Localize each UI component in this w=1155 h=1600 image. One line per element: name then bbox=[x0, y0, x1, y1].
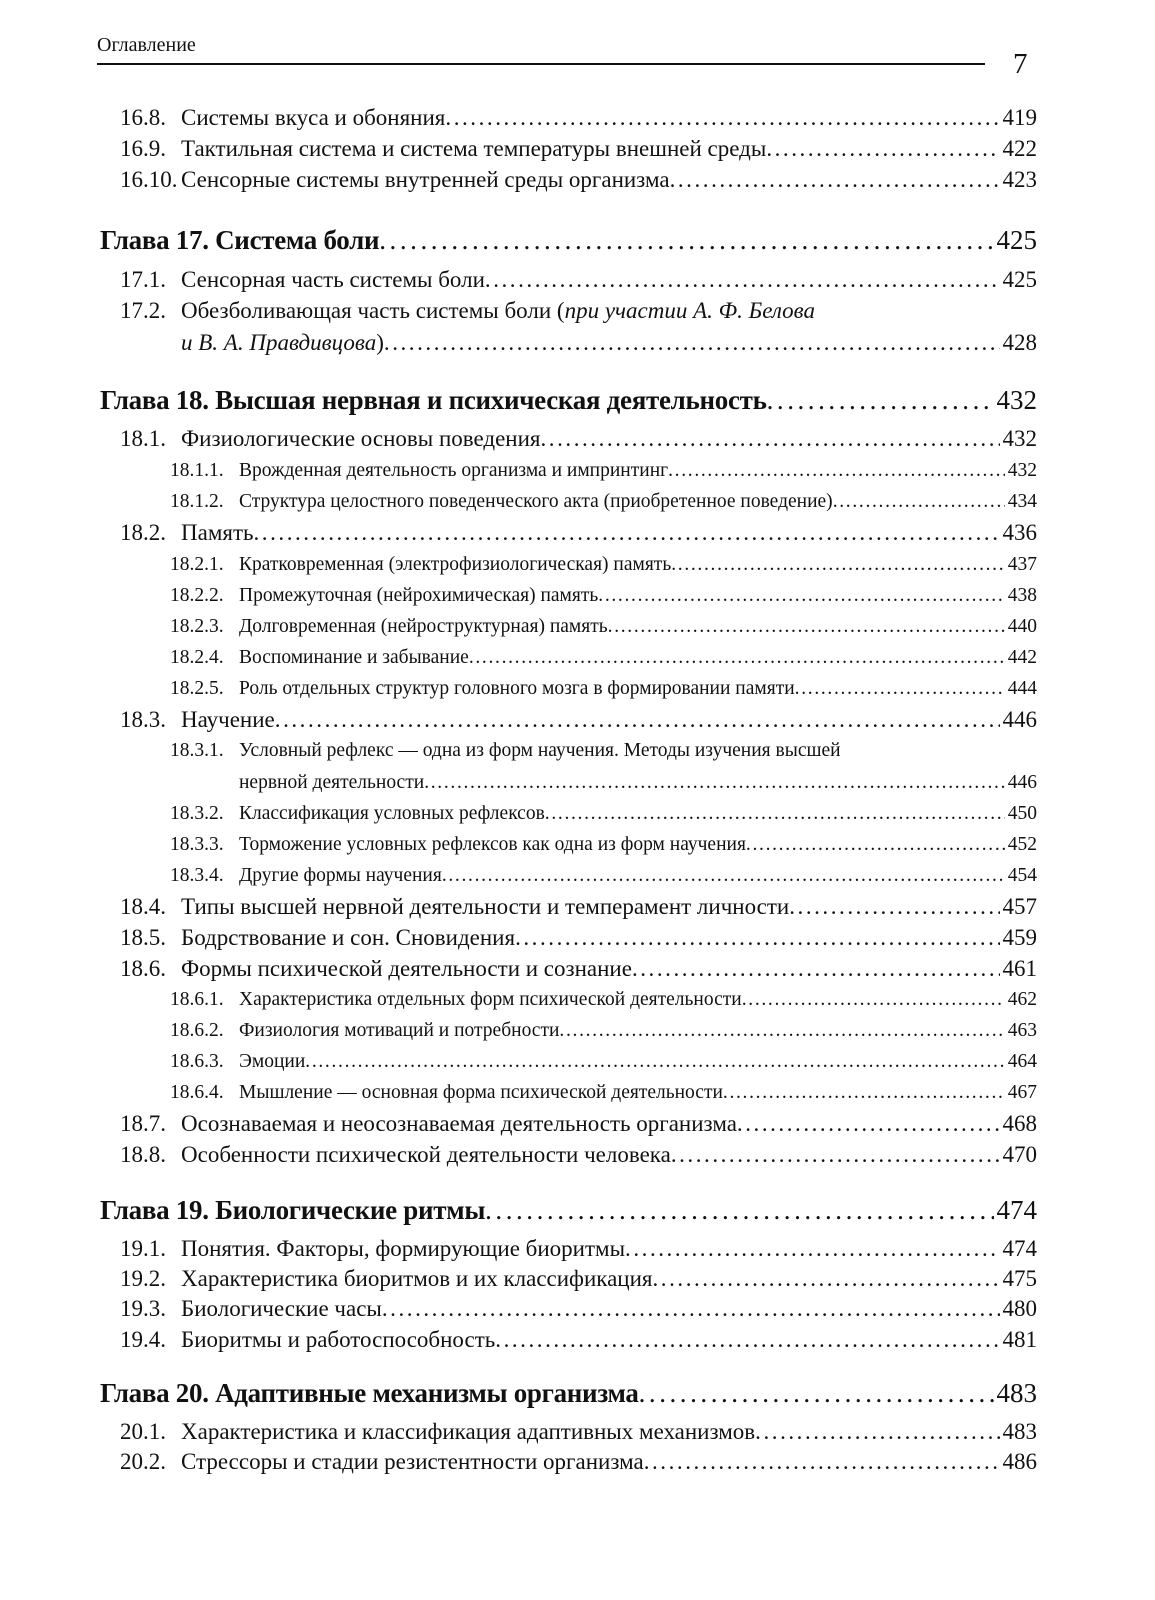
toc-entry-17-2-line1[interactable] bbox=[120, 298, 815, 324]
dot-leader bbox=[755, 1419, 999, 1445]
toc-entry-title: Сенсорные системы внутренней среды организма bbox=[181, 167, 670, 192]
toc-entry-title: Понятия. Факторы, формирующие биоритмы bbox=[181, 1236, 626, 1261]
dot-leader bbox=[275, 707, 1000, 733]
dot-leader bbox=[305, 1051, 1004, 1073]
toc-entry-19-2[interactable] bbox=[120, 1266, 1037, 1292]
toc-entry-number: 18.6.2. bbox=[170, 1020, 224, 1041]
toc-entry-number: 18.6.1. bbox=[170, 989, 224, 1010]
toc-entry-title: Характеристика и классификация адаптивных механизмов bbox=[181, 1419, 756, 1444]
toc-entry-18-1-2[interactable] bbox=[170, 491, 1037, 513]
dot-leader bbox=[384, 330, 1000, 356]
toc-entry-number: 20.2. bbox=[120, 1449, 166, 1474]
toc-entry-title: Биологические часы bbox=[181, 1296, 382, 1321]
toc-entry-title: Формы психической деятельности и сознание bbox=[181, 956, 632, 981]
toc-chapter-page: 432 bbox=[996, 385, 1037, 415]
toc-entry-number: 19.4. bbox=[120, 1327, 166, 1352]
toc-entry-page: 432 bbox=[1007, 460, 1037, 481]
toc-chapter-page: 483 bbox=[996, 1378, 1037, 1408]
toc-entry-page: 464 bbox=[1007, 1051, 1037, 1072]
dot-leader bbox=[644, 1449, 1000, 1475]
dot-leader bbox=[541, 426, 1000, 452]
toc-entry-title: Торможение условных рефлексов как одна из форм научения bbox=[239, 834, 746, 855]
toc-entry-18-1[interactable] bbox=[120, 426, 1037, 452]
toc-entry-number: 18.1. bbox=[120, 426, 166, 451]
toc-entry-18-3-4[interactable] bbox=[170, 865, 1037, 887]
toc-entry-number: 18.8. bbox=[120, 1142, 166, 1167]
dot-leader bbox=[671, 554, 1005, 576]
toc-entry-number: 19.3. bbox=[120, 1296, 166, 1321]
toc-entry-18-8[interactable] bbox=[120, 1142, 1037, 1168]
toc-entry-page: 437 bbox=[1007, 554, 1037, 575]
toc-entry-page: 454 bbox=[1007, 865, 1037, 886]
toc-entry-page: 425 bbox=[1002, 267, 1037, 292]
toc-entry-title-close: ) bbox=[376, 330, 384, 355]
toc-entry-page: 462 bbox=[1007, 989, 1037, 1010]
toc-entry-18-6-4[interactable] bbox=[170, 1082, 1037, 1104]
toc-entry-title: Структура целостного поведенческого акта (приобретенное поведение) bbox=[239, 491, 833, 512]
toc-entry-title: Сенсорная часть системы боли bbox=[181, 267, 485, 292]
toc-entry-number: 18.3.2. bbox=[170, 803, 224, 824]
toc-entry-page: 459 bbox=[1002, 925, 1037, 950]
toc-chapter-title: Глава 20. Адаптивные механизмы организма bbox=[100, 1378, 639, 1408]
toc-entry-18-7[interactable] bbox=[120, 1111, 1037, 1137]
dot-leader bbox=[379, 225, 993, 256]
toc-entry-title: Память bbox=[181, 520, 254, 545]
toc-entry-title: Физиологические основы поведения bbox=[181, 426, 541, 451]
toc-entry-18-6-3[interactable] bbox=[170, 1051, 1037, 1073]
toc-entry-title: Особенности психической деятельности человека bbox=[181, 1142, 671, 1167]
toc-entry-page: 422 bbox=[1002, 136, 1037, 161]
dot-leader bbox=[254, 520, 1000, 546]
toc-entry-16-8[interactable] bbox=[120, 105, 1037, 131]
toc-entry-title: Биоритмы и работоспособность bbox=[181, 1327, 496, 1352]
dot-leader bbox=[723, 1082, 1005, 1104]
dot-leader bbox=[598, 585, 1004, 607]
toc-entry-20-2[interactable] bbox=[120, 1449, 1037, 1475]
header-title: Оглавление bbox=[97, 34, 196, 56]
dot-leader bbox=[424, 772, 1005, 794]
toc-entry-number: 18.2.5. bbox=[170, 678, 224, 699]
dot-leader bbox=[515, 925, 999, 951]
toc-entry-18-2-2[interactable] bbox=[170, 585, 1037, 607]
toc-entry-title: Роль отдельных структур головного мозга в формировании памяти bbox=[239, 678, 795, 699]
toc-entry-title: Врожденная деятельность организма и импринтинг bbox=[239, 460, 669, 481]
toc-entry-page: 423 bbox=[1002, 167, 1037, 192]
toc-chapter-19[interactable] bbox=[100, 1195, 1037, 1226]
dot-leader bbox=[469, 647, 1005, 669]
toc-entry-number: 16.8. bbox=[120, 105, 166, 130]
toc-entry-number: 18.7. bbox=[120, 1111, 166, 1136]
toc-entry-page: 463 bbox=[1007, 1020, 1037, 1041]
toc-entry-number: 18.3. bbox=[120, 707, 166, 732]
toc-entry-page: 481 bbox=[1002, 1327, 1037, 1352]
toc-entry-18-6[interactable] bbox=[120, 956, 1037, 982]
toc-entry-title: Характеристика биоритмов и их классификация bbox=[181, 1266, 653, 1291]
toc-entry-page: 432 bbox=[1002, 426, 1037, 451]
dot-leader bbox=[670, 167, 1000, 193]
dot-leader bbox=[545, 803, 1005, 825]
toc-entry-page: 434 bbox=[1007, 491, 1037, 512]
toc-entry-page: 470 bbox=[1002, 1142, 1037, 1167]
dot-leader bbox=[742, 989, 1005, 1011]
toc-entry-page: 452 bbox=[1007, 834, 1037, 855]
toc-entry-18-4[interactable] bbox=[120, 894, 1037, 920]
toc-chapter-page: 474 bbox=[996, 1195, 1037, 1225]
toc-entry-page: 446 bbox=[1002, 707, 1037, 732]
toc-chapter-title: Глава 18. Высшая нервная и психическая деятельность bbox=[100, 385, 767, 415]
header-rule bbox=[97, 63, 985, 65]
dot-leader bbox=[639, 1378, 994, 1409]
toc-entry-18-2[interactable] bbox=[120, 520, 1037, 546]
toc-entry-title: Стрессоры и стадии резистентности организма bbox=[181, 1449, 644, 1474]
toc-entry-18-3-1-line2[interactable] bbox=[239, 772, 1037, 794]
dot-leader bbox=[795, 678, 1005, 700]
toc-entry-19-3[interactable] bbox=[120, 1296, 1037, 1322]
toc-entry-title: Другие формы научения bbox=[239, 865, 442, 886]
toc-entry-18-1-1[interactable] bbox=[170, 460, 1037, 482]
toc-entry-page: 450 bbox=[1007, 803, 1037, 824]
toc-entry-number: 17.1. bbox=[120, 267, 166, 292]
toc-entry-17-1[interactable] bbox=[120, 267, 1037, 293]
dot-leader bbox=[746, 834, 1005, 856]
toc-entry-18-6-1[interactable] bbox=[170, 989, 1037, 1011]
toc-entry-number: 18.3.4. bbox=[170, 865, 224, 886]
toc-entry-page: 438 bbox=[1007, 585, 1037, 606]
toc-entry-18-6-2[interactable] bbox=[170, 1020, 1037, 1042]
dot-leader bbox=[608, 616, 1005, 638]
toc-chapter-17[interactable] bbox=[100, 225, 1037, 256]
toc-entry-number: 19.1. bbox=[120, 1236, 166, 1261]
toc-entry-title: Обезболивающая часть системы боли ( bbox=[181, 298, 565, 323]
dot-leader bbox=[625, 1236, 999, 1262]
toc-entry-number: 17.2. bbox=[120, 298, 166, 323]
toc-entry-number: 18.2.1. bbox=[170, 554, 224, 575]
toc-entry-title: Типы высшей нервной деятельности и темперамент личности bbox=[181, 894, 790, 919]
dot-leader bbox=[833, 491, 1005, 513]
toc-entry-page: 428 bbox=[1002, 330, 1037, 355]
toc-entry-page: 480 bbox=[1002, 1296, 1037, 1321]
toc-entry-18-3-2[interactable] bbox=[170, 803, 1037, 825]
toc-entry-number: 18.6.3. bbox=[170, 1051, 224, 1072]
toc-entry-18-2-1[interactable] bbox=[170, 554, 1037, 576]
toc-entry-18-2-3[interactable] bbox=[170, 616, 1037, 638]
toc-entry-18-2-5[interactable] bbox=[170, 678, 1037, 700]
toc-entry-title: Долговременная (нейроструктурная) память bbox=[239, 616, 608, 637]
toc-entry-title: Воспоминание и забывание bbox=[239, 647, 469, 668]
dot-leader bbox=[653, 1266, 1000, 1292]
toc-entry-title: Тактильная система и система температуры внешней среды bbox=[181, 136, 767, 161]
toc-chapter-title: Глава 19. Биологические ритмы bbox=[100, 1195, 486, 1225]
dot-leader bbox=[668, 460, 1005, 482]
toc-entry-number: 18.6. bbox=[120, 956, 166, 981]
toc-entry-title: Системы вкуса и обоняния bbox=[181, 105, 446, 130]
toc-chapter-title: Глава 17. Система боли bbox=[100, 225, 380, 255]
toc-entry-19-1[interactable] bbox=[120, 1236, 1037, 1262]
toc-entry-20-1[interactable] bbox=[120, 1419, 1037, 1445]
toc-entry-number: 18.1.2. bbox=[170, 491, 224, 512]
toc-entry-number: 19.2. bbox=[120, 1266, 166, 1291]
toc-entry-number: 16.9. bbox=[120, 136, 166, 161]
dot-leader bbox=[766, 136, 999, 162]
toc-entry-number: 20.1. bbox=[120, 1419, 166, 1444]
toc-entry-page: 468 bbox=[1002, 1111, 1037, 1136]
toc-entry-title-italic: и В. А. Правдивцова bbox=[181, 330, 377, 355]
toc-entry-page: 467 bbox=[1007, 1082, 1037, 1103]
toc-entry-title: Характеристика отдельных форм психической деятельности bbox=[239, 989, 742, 1010]
toc-entry-title: Эмоции bbox=[239, 1051, 306, 1072]
toc-entry-title: Осознаваемая и неосознаваемая деятельность организма bbox=[181, 1111, 737, 1136]
toc-entry-17-2-line2[interactable] bbox=[181, 330, 1037, 356]
toc-entry-title: Промежуточная (нейрохимическая) память bbox=[239, 585, 599, 606]
toc-entry-title-italic: при участии А. Ф. Белова bbox=[564, 298, 815, 323]
toc-entry-page: 419 bbox=[1002, 105, 1037, 130]
toc-entry-page: 461 bbox=[1002, 956, 1037, 981]
toc-entry-number: 18.3.1. bbox=[170, 740, 224, 761]
toc-entry-18-2-4[interactable] bbox=[170, 647, 1037, 669]
toc-entry-page: 440 bbox=[1007, 616, 1037, 637]
toc-entry-number: 18.1.1. bbox=[170, 460, 224, 481]
toc-chapter-18[interactable] bbox=[100, 385, 1037, 416]
dot-leader bbox=[382, 1296, 1000, 1322]
dot-leader bbox=[789, 894, 999, 920]
toc-entry-title: нервной деятельности bbox=[239, 772, 425, 793]
dot-leader bbox=[485, 267, 1000, 293]
toc-entry-18-3-1-line1[interactable] bbox=[170, 740, 841, 762]
toc-entry-page: 486 bbox=[1002, 1449, 1037, 1474]
toc-entry-title: Кратковременная (электрофизиологическая) память bbox=[239, 554, 672, 575]
toc-entry-number: 18.2. bbox=[120, 520, 166, 545]
toc-entry-page: 475 bbox=[1002, 1266, 1037, 1291]
toc-entry-page: 474 bbox=[1002, 1236, 1037, 1261]
toc-entry-page: 444 bbox=[1007, 678, 1037, 699]
toc-entry-19-4[interactable] bbox=[120, 1327, 1037, 1353]
toc-entry-page: 442 bbox=[1007, 647, 1037, 668]
dot-leader bbox=[737, 1111, 1000, 1137]
toc-entry-page: 436 bbox=[1002, 520, 1037, 545]
toc-entry-number: 18.4. bbox=[120, 894, 166, 919]
toc-entry-16-9[interactable] bbox=[120, 136, 1037, 162]
toc-entry-page: 457 bbox=[1002, 894, 1037, 919]
toc-chapter-page: 425 bbox=[996, 225, 1037, 255]
toc-entry-18-5[interactable] bbox=[120, 925, 1037, 951]
dot-leader bbox=[445, 105, 999, 131]
dot-leader bbox=[559, 1020, 1004, 1042]
toc-entry-16-10[interactable] bbox=[120, 167, 1037, 193]
toc-entry-number: 16.10. bbox=[120, 167, 178, 192]
toc-entry-number: 18.3.3. bbox=[170, 834, 224, 855]
dot-leader bbox=[767, 385, 994, 416]
toc-entry-title: Мышление — основная форма психической деятельности bbox=[239, 1082, 723, 1103]
toc-entry-number: 18.2.2. bbox=[170, 585, 224, 606]
dot-leader bbox=[495, 1327, 999, 1353]
toc-entry-number: 18.2.3. bbox=[170, 616, 224, 637]
toc-entry-number: 18.2.4. bbox=[170, 647, 224, 668]
toc-entry-title: Классификация условных рефлексов bbox=[239, 803, 545, 824]
page-number: 7 bbox=[1013, 48, 1028, 80]
dot-leader bbox=[442, 865, 1005, 887]
toc-entry-number: 18.6.4. bbox=[170, 1082, 224, 1103]
dot-leader bbox=[632, 956, 1000, 982]
toc-entry-number: 18.5. bbox=[120, 925, 166, 950]
toc-entry-page: 446 bbox=[1007, 772, 1037, 793]
dot-leader bbox=[671, 1142, 1000, 1168]
toc-entry-18-3-3[interactable] bbox=[170, 834, 1037, 856]
toc-entry-18-3[interactable] bbox=[120, 707, 1037, 733]
toc-entry-title: Условный рефлекс — одна из форм научения. Методы изучения высшей bbox=[239, 740, 841, 761]
dot-leader bbox=[485, 1195, 993, 1226]
toc-entry-page: 483 bbox=[1002, 1419, 1037, 1444]
toc-chapter-20[interactable] bbox=[100, 1378, 1037, 1409]
toc-entry-title: Научение bbox=[181, 707, 275, 732]
toc-entry-title: Физиология мотиваций и потребности bbox=[239, 1020, 560, 1041]
toc-entry-title: Бодрствование и сон. Сновидения bbox=[181, 925, 516, 950]
